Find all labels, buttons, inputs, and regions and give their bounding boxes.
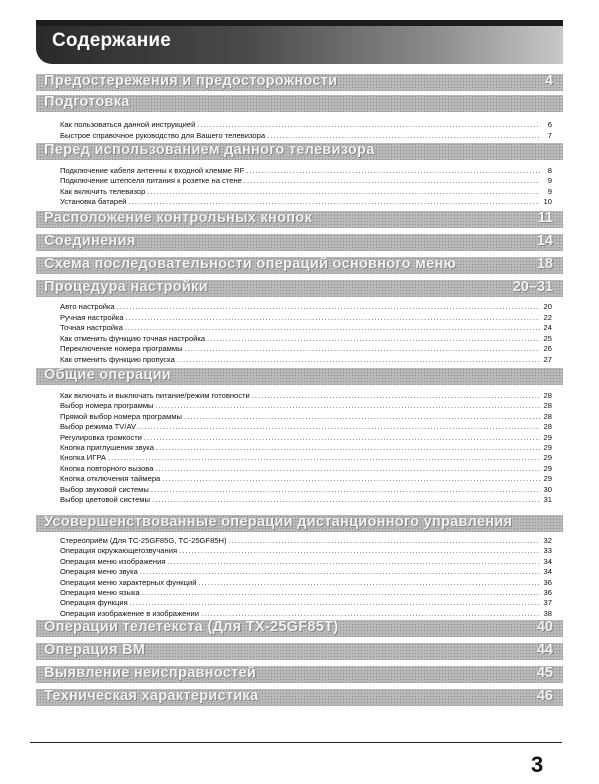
toc-entry	[60, 313, 552, 323]
section-bar	[36, 280, 563, 297]
entry-page: 27	[543, 354, 552, 364]
dot-leader	[198, 578, 540, 588]
header-banner-edge	[36, 20, 563, 26]
section-page: 14	[536, 233, 553, 249]
section-bar	[36, 95, 563, 112]
section-bar	[36, 515, 563, 532]
dot-leader	[108, 453, 540, 463]
entry-title: Установка батарей	[60, 196, 127, 206]
dot-leader	[138, 422, 540, 432]
entry-title: Операция меню изображения	[60, 556, 166, 566]
section-title: Операция ВМ	[44, 642, 146, 658]
entry-page: 36	[543, 577, 552, 587]
entry-title: Операция изображение в изображении	[60, 608, 200, 618]
entry-title: Как пользоваться данной инструкцией	[60, 120, 196, 129]
section-page: 45	[536, 665, 553, 681]
entry-title: Операция меню языка	[60, 588, 140, 597]
entry-title: Выбор цветовой системы	[60, 495, 150, 504]
entry-page: 34	[543, 567, 552, 577]
section-title: Выявление неисправностей	[44, 665, 257, 681]
toc-entry	[60, 433, 552, 443]
dot-leader	[197, 120, 540, 130]
toc-entry	[60, 401, 552, 411]
dot-leader	[156, 401, 540, 411]
entry-page: 28	[543, 391, 552, 400]
entry-page: 20	[543, 302, 552, 311]
section-title: Перед использованием данного телевизора	[44, 142, 375, 158]
dot-leader	[184, 412, 540, 422]
toc-entry	[60, 578, 552, 588]
entry-page: 31	[543, 495, 552, 504]
section-page: 40	[536, 619, 553, 635]
entry-page: 30	[543, 484, 552, 494]
entry-title: Как включать и выключать питание/режим готовности	[60, 391, 250, 400]
entry-title: Кнопка отключения таймера	[60, 474, 161, 484]
entry-page: 26	[543, 344, 552, 353]
entry-page: 37	[543, 598, 552, 608]
entry-title: Операция меню характерных функций	[60, 577, 197, 587]
dot-leader	[244, 176, 540, 186]
dot-leader	[156, 443, 540, 453]
toc-entry	[60, 412, 552, 422]
section-title: Подготовка	[44, 94, 130, 110]
entry-page: 22	[543, 312, 552, 322]
entry-page: 7	[547, 131, 552, 140]
entry-title: Регулировка громкости	[60, 432, 142, 442]
section-bar	[36, 689, 563, 706]
toc-entry	[60, 453, 552, 463]
entry-title: Кнопка приглушения звука	[60, 443, 155, 452]
toc-entry	[60, 546, 552, 556]
entry-page: 28	[543, 422, 552, 432]
section-bar	[36, 620, 563, 637]
section-title: Соединения	[44, 233, 136, 249]
toc-entry	[60, 391, 552, 401]
entry-title: Точная настройка	[60, 323, 123, 332]
entry-page: 29	[543, 443, 552, 452]
dot-leader	[130, 598, 540, 608]
entry-title: Быстрое справочное руководство для Вашего телевизора	[60, 131, 266, 140]
entry-page: 34	[543, 556, 552, 566]
dot-leader	[125, 323, 540, 333]
dot-leader	[152, 495, 540, 505]
dot-leader	[117, 302, 540, 312]
dot-leader	[142, 588, 540, 598]
entry-page: 24	[543, 323, 552, 332]
dot-leader	[167, 557, 540, 567]
entry-page: 25	[543, 333, 552, 343]
section-page: 44	[536, 642, 553, 658]
entry-title: Как включить телевизор	[60, 186, 146, 196]
entry-page: 29	[543, 432, 552, 442]
toc-entry	[60, 609, 552, 619]
entry-page: 28	[543, 401, 552, 411]
dot-leader	[147, 187, 540, 197]
section-bar	[36, 143, 563, 160]
entry-page: 29	[543, 463, 552, 473]
toc-entry	[60, 197, 552, 207]
toc-entry	[60, 464, 552, 474]
section-bar	[36, 74, 563, 91]
entry-title: Стереоприём (Для ТС-25GF85G, ТС-25GF85H)	[60, 536, 227, 545]
entry-title: Переключение номера программы	[60, 344, 183, 353]
toc-entry	[60, 131, 552, 141]
toc-entry	[60, 422, 552, 432]
section-page: 18	[536, 256, 553, 272]
dot-leader	[229, 536, 540, 546]
entry-title: Как отменить функцию пропуска	[60, 354, 175, 364]
toc-entry	[60, 302, 552, 312]
entry-page: 38	[543, 608, 552, 618]
entry-title: Прямой выбор номера программы	[60, 411, 182, 421]
entry-title: Операция функция	[60, 598, 128, 608]
dot-leader	[252, 391, 540, 401]
page-number: 3	[531, 752, 544, 777]
toc-entry	[60, 166, 552, 176]
section-bar	[36, 211, 563, 228]
dot-leader	[162, 474, 540, 484]
entry-page: 8	[547, 166, 552, 175]
toc-entry	[60, 187, 552, 197]
dot-leader	[155, 464, 540, 474]
entry-title: Авто настройка	[60, 302, 115, 311]
section-page: 20–31	[512, 279, 553, 295]
dot-leader	[267, 131, 540, 141]
section-title: Усовершенствованные операции дистанционного управления	[44, 514, 513, 530]
dot-leader	[177, 355, 540, 365]
dot-leader	[185, 344, 540, 354]
toc-entry	[60, 443, 552, 453]
entry-title: Кнопка повторного вызова	[60, 463, 154, 473]
dot-leader	[246, 166, 540, 176]
page-title: Содержание	[52, 30, 172, 51]
entry-page: 29	[543, 474, 552, 484]
section-bar	[36, 257, 563, 274]
dot-leader	[126, 313, 540, 323]
section-title: Общие операции	[44, 367, 172, 383]
section-title: Предостережения и предосторожности	[44, 73, 338, 89]
entry-title: Кнопка ИГРА	[60, 453, 106, 463]
entry-page: 10	[543, 196, 552, 206]
section-title: Процедура настройки	[44, 279, 208, 295]
section-bar	[36, 368, 563, 385]
toc-entry	[60, 598, 552, 608]
toc-entry	[60, 176, 552, 186]
entry-title: Ручная настройка	[60, 312, 124, 322]
dot-leader	[151, 485, 540, 495]
dot-leader	[201, 609, 540, 619]
entry-page: 29	[543, 453, 552, 463]
entry-title: Как отменить функцию точная настройка	[60, 333, 206, 343]
entry-page: 32	[543, 536, 552, 545]
entry-page: 9	[547, 186, 552, 196]
entry-title: Подключение штепселя питания к розетке на стене	[60, 176, 242, 186]
entry-title: Выбор звуковой системы	[60, 484, 149, 494]
dot-leader	[207, 334, 540, 344]
toc-entry	[60, 495, 552, 505]
dot-leader	[129, 197, 540, 207]
section-title: Расположение контрольных кнопок	[44, 210, 313, 226]
section-bar	[36, 234, 563, 251]
toc-entry	[60, 588, 552, 598]
dot-leader	[144, 433, 540, 443]
entry-title: Операция меню звука	[60, 567, 138, 577]
section-title: Операции телетекста (Для ТХ-25GF85Т)	[44, 619, 339, 635]
entry-page: 28	[543, 411, 552, 421]
footer-divider	[30, 742, 562, 743]
section-page: 46	[536, 688, 553, 704]
section-bar	[36, 666, 563, 683]
toc-entry	[60, 485, 552, 495]
toc-entry	[60, 536, 552, 546]
entry-page: 36	[543, 588, 552, 597]
toc-entry	[60, 344, 552, 354]
dot-leader	[179, 546, 540, 556]
entry-page: 9	[547, 176, 552, 186]
toc-entry	[60, 120, 552, 130]
entry-title: Операция окружающегозвучания	[60, 546, 178, 556]
toc-entry	[60, 334, 552, 344]
section-bar	[36, 643, 563, 660]
entry-page: 6	[547, 120, 552, 129]
section-title: Схема последовательности операций основного меню	[44, 256, 457, 272]
section-page: 4	[544, 73, 553, 89]
entry-page: 33	[543, 546, 552, 556]
toc-entry	[60, 474, 552, 484]
entry-title: Выбор режима TV/AV	[60, 422, 137, 432]
toc-entry	[60, 323, 552, 333]
toc-entry	[60, 567, 552, 577]
entry-title: Подключение кабеля антенны к входной клемме RF	[60, 166, 245, 175]
entry-title: Выбор номера программы	[60, 401, 154, 411]
toc-entry	[60, 355, 552, 365]
toc-entry	[60, 557, 552, 567]
section-title: Техническая характеристика	[44, 688, 259, 704]
dot-leader	[140, 567, 540, 577]
section-page: 11	[537, 210, 553, 226]
